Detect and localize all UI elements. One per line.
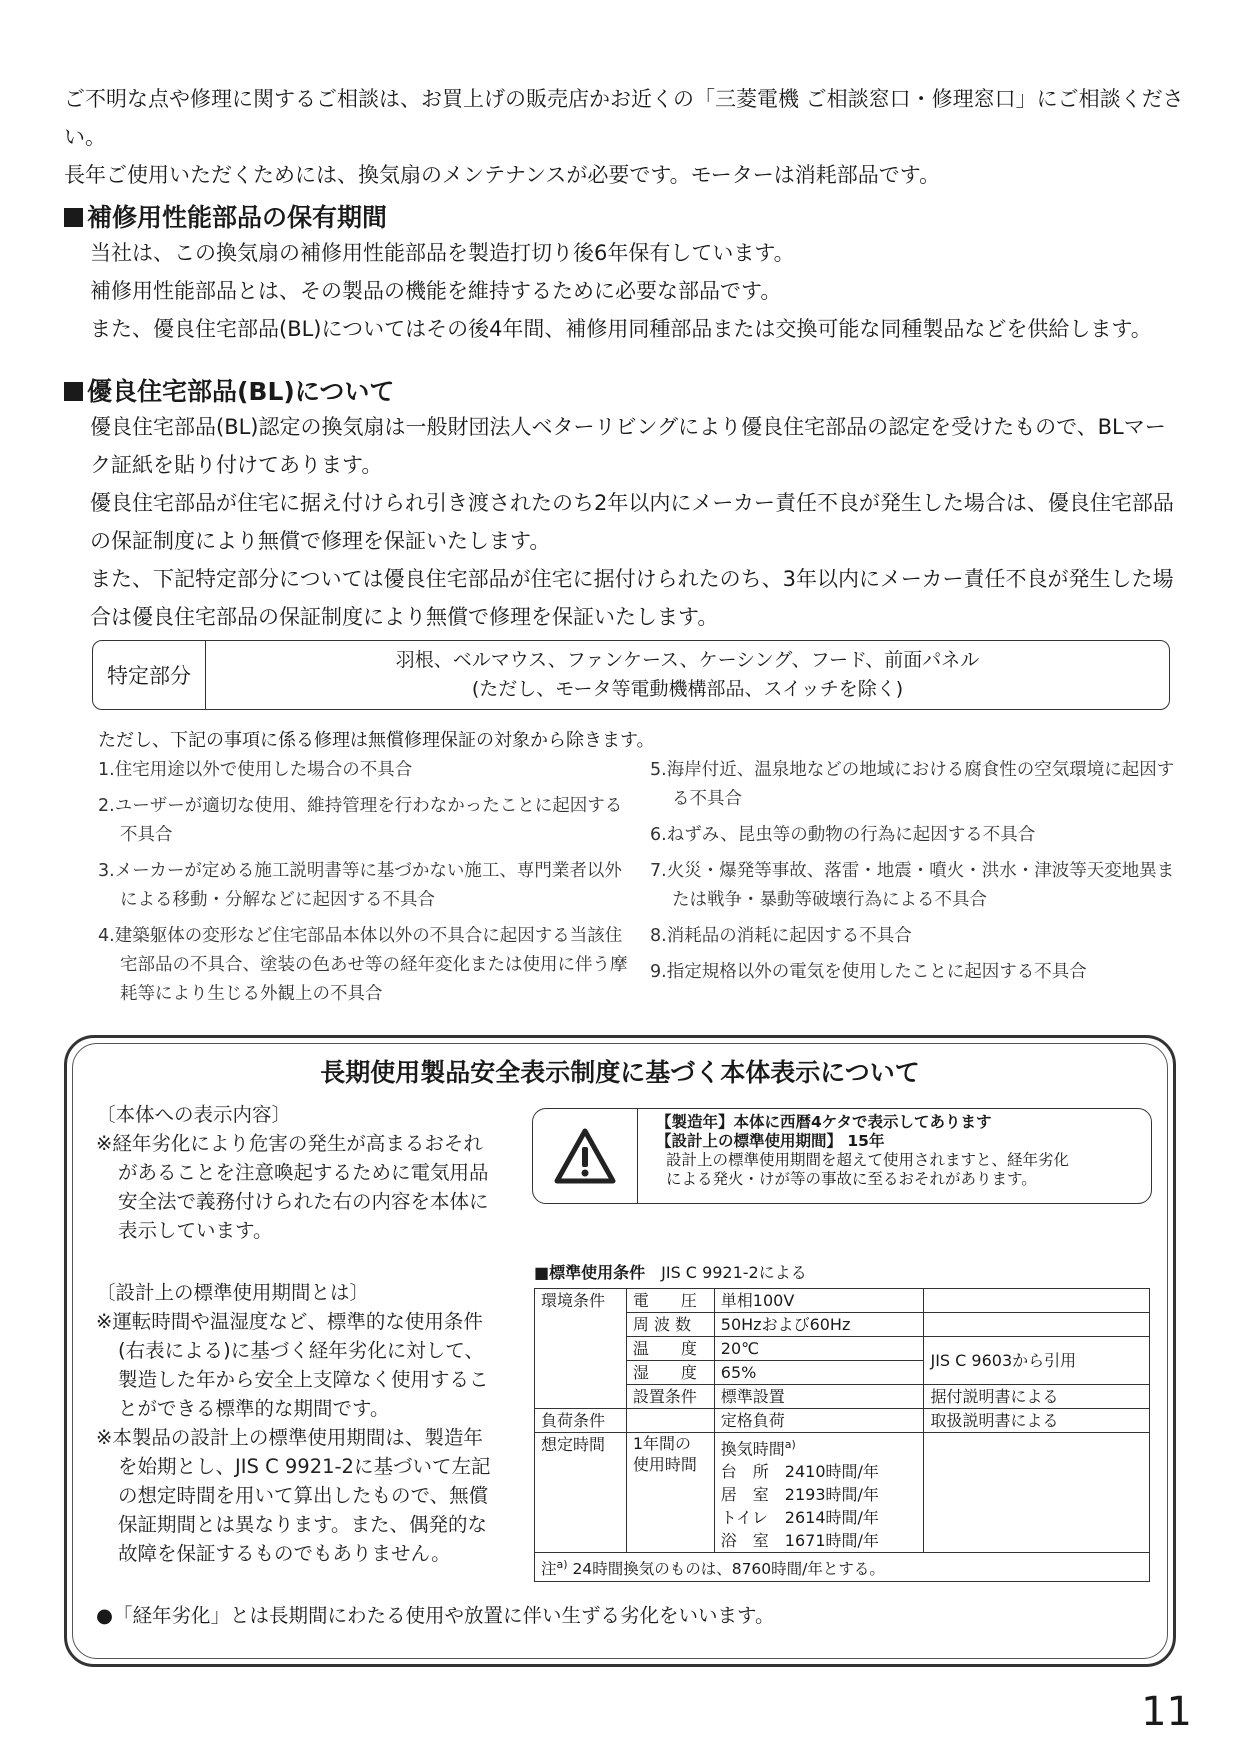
assumed-label: 想定時間	[535, 1433, 627, 1553]
design-period-block	[96, 1278, 496, 1568]
vent-label: 換気時間$^{a)}$	[720, 1438, 796, 1459]
exclusions-left-list	[98, 756, 628, 1016]
freq-value: 50Hzおよび60Hz	[714, 1313, 924, 1337]
std-conditions-table	[534, 1288, 1150, 1582]
warning-caution-1: 設計上の標準使用期間を超えて使用されますと、経年劣化	[666, 1151, 1070, 1169]
table-row	[535, 1385, 1150, 1409]
list-item: 4.建築躯体の変形など住宅部品本体以外の不具合に起因する当該住宅部品の不具合、塗装の色あせ等の経年変化または使用に伴う摩耗等により生じる外観上の不具合	[98, 926, 628, 1004]
long-term-title: 長期使用製品安全表示制度に基づく本体表示について	[320, 1058, 920, 1087]
hours-ref	[924, 1433, 1150, 1553]
section-parts-body	[90, 234, 1185, 348]
install-ref: 据付説明書による	[924, 1385, 1150, 1409]
deterioration-bullet: ●「経年劣化」とは長期間にわたる使用や放置に伴い生ずる劣化をいいます。	[96, 1604, 775, 1627]
specific-parts-label: 特定部分	[93, 641, 206, 709]
std-conditions-caption	[534, 1262, 807, 1284]
std-conditions-ref: JIS C 9921-2による	[661, 1263, 807, 1282]
hours-row-kitchen: 台 所 2410時間/年	[720, 1462, 879, 1482]
install-label: 設置条件	[626, 1385, 714, 1409]
section-parts-p3: また、優良住宅部品(BL)についてはその後4年間、補修用同種部品または交換可能な同種製品などを供給します。	[90, 317, 1152, 341]
page-number: 11	[1141, 1689, 1192, 1735]
section-bl-body	[90, 408, 1185, 636]
std-note: 注$^{a)}$ 24時間換気のものは、8760時間/年とする。	[535, 1553, 1150, 1582]
table-row	[535, 1553, 1150, 1582]
display-heading: 〔本体への表示内容〕	[96, 1103, 292, 1126]
square-bullet-icon	[64, 208, 83, 227]
exclusions-right-list	[650, 756, 1178, 994]
table-row	[535, 1289, 1150, 1313]
list-item: 9.指定規格以外の電気を使用したことに起因する不具合	[650, 962, 1087, 982]
env-label: 環境条件	[535, 1289, 627, 1409]
section-bl-p2: 優良住宅部品が住宅に据え付けられ引き渡されたのち2年以内にメーカー責任不良が発生した場合は、優良住宅部品の保証制度により無償で修理を保証いたします。	[90, 491, 1174, 553]
jis-ref: JIS C 9603から引用	[924, 1337, 1150, 1385]
list-item: 1.住宅用途以外で使用した場合の不具合	[98, 760, 413, 780]
warning-text	[638, 1109, 1069, 1203]
specific-parts-line-2: (ただし、モータ等電動機構部品、スイッチを除く)	[471, 678, 904, 700]
specific-parts-box	[92, 640, 1170, 710]
section-bl-title: 優良住宅部品(BL)について	[64, 376, 394, 408]
section-bl-p3: また、下記特定部分については優良住宅部品が住宅に据付けられたのち、3年以内にメーカー責任不良が発生した場合は優良住宅部品の保証制度により無償で修理を保証いたします。	[90, 567, 1174, 629]
voltage-value: 単相100V	[714, 1289, 924, 1313]
vent-hours	[714, 1433, 924, 1553]
design-note-1: ※運転時間や温湿度など、標準的な使用条件(右表による)に基づく経年劣化に対して、製造した年から安全上支障なく使用することができる標準的な期間です。	[96, 1310, 489, 1420]
install-value: 標準設置	[714, 1385, 924, 1409]
list-item: 8.消耗品の消耗に起因する不具合	[650, 926, 912, 946]
specific-parts-line-1: 羽根、ベルマウス、ファンケース、ケーシング、フード、前面パネル	[395, 649, 980, 671]
annual-label-2: 使用時間	[632, 1455, 697, 1474]
intro-line-2: 長年ご使用いただくためには、換気扇のメンテナンスが必要です。モーターは消耗部品です。	[64, 163, 941, 187]
freq-ref	[924, 1313, 1150, 1337]
table-row	[535, 1313, 1150, 1337]
warning-label-box	[532, 1108, 1152, 1204]
warning-caution-2: による発火・けが等の事故に至るおそれがあります。	[666, 1170, 1037, 1188]
design-heading: 〔設計上の標準使用期間とは〕	[96, 1281, 370, 1304]
design-note-2: ※本製品の設計上の標準使用期間は、製造年を始期とし、JIS C 9921-2に基づいて左記の想定時間を用いて算出したもので、無償保証期間とは異なります。また、偶発的な故障を保証するものでもありません。	[96, 1426, 491, 1565]
section-bl-p1: 優良住宅部品(BL)認定の換気扇は一般財団法人ベターリビングにより優良住宅部品の認定を受けたもので、BLマーク証紙を貼り付けてあります。	[90, 415, 1166, 477]
list-item: 2.ユーザーが適切な使用、維持管理を行わなかったことに起因する不具合	[98, 796, 623, 845]
table-row	[535, 1433, 1150, 1553]
exclusions-heading: ただし、下記の事項に係る修理は無償修理保証の対象から除きます。	[98, 730, 655, 751]
annual-label-1: 1年間の	[632, 1434, 692, 1453]
warning-icon-cell	[533, 1109, 638, 1203]
section-parts-title: 補修用性能部品の保有期間	[64, 202, 387, 234]
hours-row-toilet: トイレ 2614時間/年	[720, 1508, 879, 1528]
temp-label: 温 度	[626, 1337, 714, 1361]
display-content-block	[96, 1100, 496, 1245]
load-ref: 取扱説明書による	[924, 1409, 1150, 1433]
freq-label: 周 波 数	[626, 1313, 714, 1337]
list-item: 7.火災・爆発等事故、落雷・地震・噴火・洪水・津波等天変地異または戦争・暴動等破壊行為による不具合	[650, 861, 1175, 910]
intro-line-1: ご不明な点や修理に関するご相談は、お買上げの販売店かお近くの「三菱電機 ご相談窓口・修理窓口」にご相談ください。	[64, 87, 1184, 149]
humid-label: 湿 度	[626, 1361, 714, 1385]
display-note: ※経年劣化により危害の発生が高まるおそれがあることを注意喚起するために電気用品安全法で義務付けられた右の内容を本体に表示しています。	[96, 1132, 489, 1242]
load-empty	[626, 1409, 714, 1433]
humid-value: 65%	[714, 1361, 924, 1385]
load-value: 定格負荷	[714, 1409, 924, 1433]
voltage-ref	[924, 1289, 1150, 1313]
warning-design-period: 【設計上の標準使用期間】 15年	[656, 1132, 885, 1150]
table-row	[535, 1337, 1150, 1361]
specific-parts-value	[206, 641, 1169, 709]
hours-row-living: 居 室 2193時間/年	[720, 1485, 879, 1505]
hours-row-bath: 浴 室 1671時間/年	[720, 1531, 879, 1551]
section-parts-p1: 当社は、この換気扇の補修用性能部品を製造打切り後6年保有しています。	[90, 241, 795, 265]
section-parts-p2: 補修用性能部品とは、その製品の機能を維持するために必要な部品です。	[90, 279, 782, 303]
temp-value: 20℃	[714, 1337, 924, 1361]
annual-label	[626, 1433, 714, 1553]
load-label: 負荷条件	[535, 1409, 627, 1433]
list-item: 5.海岸付近、温泉地などの地域における腐食性の空気環境に起因する不具合	[650, 760, 1175, 809]
list-item: 6.ねずみ、昆虫等の動物の行為に起因する不具合	[650, 825, 1036, 845]
voltage-label: 電 圧	[626, 1289, 714, 1313]
warning-triangle-icon	[553, 1127, 617, 1185]
warning-manufacture-year: 【製造年】本体に西暦4ケタで表示してあります	[656, 1113, 992, 1131]
table-row	[535, 1409, 1150, 1433]
square-bullet-icon	[64, 382, 83, 401]
list-item: 3.メーカーが定める施工説明書等に基づかない施工、専門業者以外による移動・分解などに起因する不具合	[98, 861, 622, 910]
std-conditions-label: ■標準使用条件	[534, 1263, 646, 1282]
